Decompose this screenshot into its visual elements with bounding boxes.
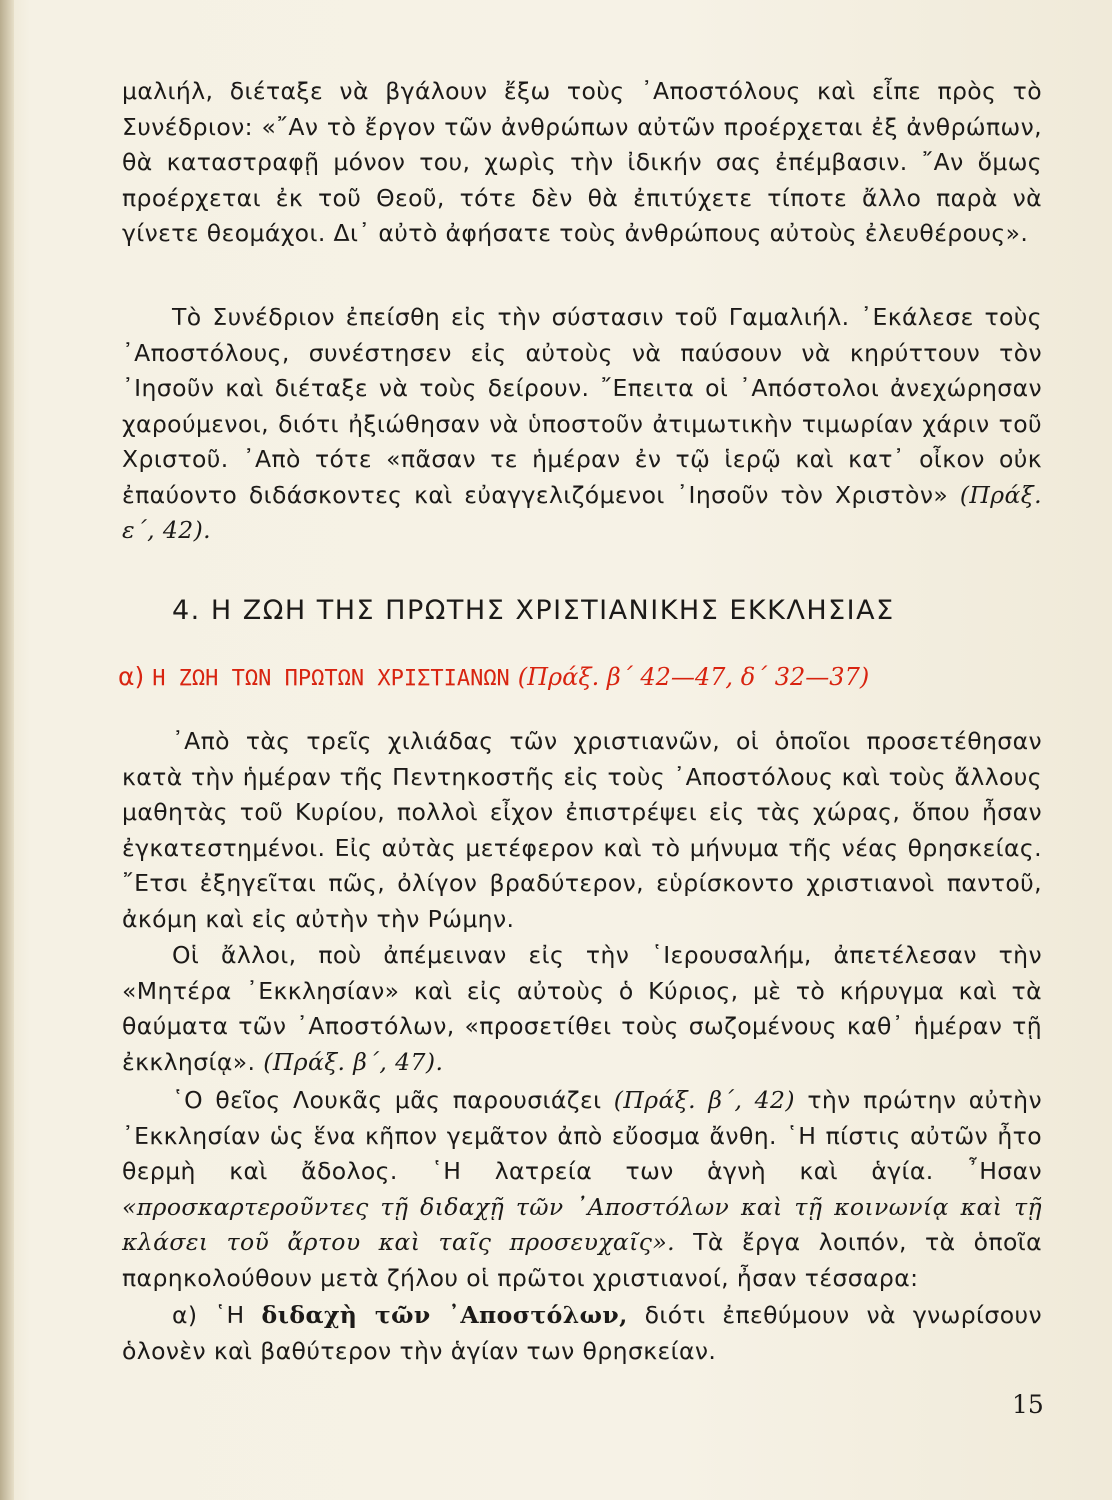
paragraph-three-thousand: ᾿Απὸ τὰς τρεῖς χιλιάδας τῶν χριστιανῶν, οἱ ὁποῖοι προσετέθησαν κατὰ τὴν ἡμέραν τῆς Πεντηκοστῆς εἰς τοὺς ᾿Αποστόλους καὶ τοὺς ἄλλους μαθητὰς τοῦ Κυρίου, πολλοὶ εἶχον ἐπιστρέψει εἰς τὰς χώρας, ὅπου ἦσαν ἐγκατεστημένοι. Εἰς αὐτὰς μετέφερον καὶ τὸ μήνυμα τῆς νέας θρησκείας. ῎Ετσι ἐξηγεῖται πῶς, ὀλίγον βραδύτερον, εὑρίσκοντο χριστιανοὶ παντοῦ, ἀκόμη καὶ εἰς αὐτὴν τὴν Ρώμην. — [122, 727, 1042, 933]
paragraph-sanhedrin-text: Τὸ Συνέδριον ἐπείσθη εἰς τὴν σύστασιν τοῦ Γαμαλιήλ. ᾿Εκάλεσε τοὺς ᾿Αποστόλους, συνέστησεν εἰς αὐτοὺς νὰ παύσουν νὰ κηρύττουν τὸν ᾿Ιησοῦν καὶ διέταξε νὰ τοὺς δείρουν. ῎Επειτα οἱ ᾿Απόστολοι ἀνεχώρησαν χαρούμενοι, διότι ἠξιώθησαν νὰ ὑποστοῦν ἀτιμωτικὴν τιμωρίαν χάριν τοῦ Χριστοῦ. ᾿Απὸ τότε «πᾶσαν τε ἡμέραν ἐν τῷ ἱερῷ καὶ κατ᾿ οἶκον οὐκ ἐπαύοντο διδάσκοντες καὶ εὐαγγελιζόμενοι ᾿Ιησοῦν τὸν Χριστὸν» — [122, 303, 1042, 509]
paragraph-luke-text-a: ῾Ο θεῖος Λουκᾶς μᾶς παρουσιάζει — [172, 1086, 602, 1114]
list-item-label: α) ῾Η — [172, 1301, 245, 1329]
subsection-reference: (Πράξ. β΄ 42—47, δ΄ 32—37) — [517, 663, 870, 691]
paragraph-sanhedrin-persuaded — [122, 300, 1042, 549]
subsection-title: Η ΖΩΗ ΤΩΝ ΠΡΩΤΩΝ ΧΡΙΣΤΙΑΝΩΝ — [152, 666, 510, 691]
scripture-quote: «προσκαρτεροῦντες τῇ διδαχῇ τῶν ᾿Αποστόλων καὶ τῇ κοινωνίᾳ καὶ τῇ κλάσει τοῦ ἄρτου καὶ ταῖς προσευχαῖς». — [122, 1192, 1042, 1256]
subsection-heading — [118, 662, 1038, 691]
paragraph-luke-text-b: τὴν πρώτην αὐτὴν ᾿Εκκλησίαν ὡς ἕνα κῆπον γεμᾶτον ἀπὸ εὔοσμα ἄνθη. ῾Η πίστις αὐτῶν ἦτο θερμὴ καὶ ἄδολος. ῾Η λατρεία των ἁγνὴ καὶ ἁγία. ῏Ησαν — [122, 1086, 1043, 1185]
section-heading: 4. Η ΖΩΗ ΤΗΣ ΠΡΩΤΗΣ ΧΡΙΣΤΙΑΝΙΚΗΣ ΕΚΚΛΗΣΙΑΣ — [172, 595, 895, 626]
citation-acts-5-42: (Πράξ. ε΄, 42). — [122, 480, 1042, 544]
citation-acts-2-47: (Πράξ. β΄, 47). — [263, 1047, 444, 1076]
paragraph-luke-text-c: Τὰ ἔργα λοιπόν, τὰ ὁποῖα παρηκολούθουν μετὰ ζήλου οἱ πρῶτοι χριστιανοί, ἦσαν τέσσαρα: — [122, 1228, 1042, 1292]
page-number: 15 — [1012, 1390, 1044, 1419]
subsection-label: α) — [118, 662, 145, 691]
page-gutter-shadow — [0, 0, 14, 1500]
list-item-bold-term: διδαχὴ τῶν ᾿Αποστόλων, — [261, 1301, 628, 1329]
paragraph-gamaliel-speech: μαλιήλ, διέταξε νὰ βγάλουν ἔξω τοὺς ᾿Αποστόλους καὶ εἶπε πρὸς τὸ Συνέδριον: «῎Αν τὸ ἔργον τῶν ἀνθρώπων αὐτῶν προέρχεται ἐξ ἀνθρώπων, θὰ καταστραφῇ μόνον του, χωρὶς τὴν ἰδικήν σας ἐπέμβασιν. ῎Αν ὅμως προέρχεται ἐκ τοῦ Θεοῦ, τότε δὲν θὰ ἐπιτύχετε τίποτε ἄλλο παρὰ νὰ γίνετε θεομάχοι. Δι᾿ αὐτὸ ἀφήσατε τοὺς ἀνθρώπους αὐτοὺς ἐλευθέρους». — [122, 77, 1042, 247]
list-item-teaching — [122, 1298, 1042, 1369]
paragraph-luke-presents — [122, 1083, 1042, 1296]
paragraph-mother-church — [122, 938, 1042, 1080]
citation-acts-2-42: (Πράξ. β΄, 42) — [613, 1086, 795, 1114]
list-item-text: διότι ἐπεθύμουν νὰ γνωρίσουν ὁλονὲν καὶ βαθύτερον τὴν ἁγίαν των θρησκείαν. — [122, 1301, 1042, 1365]
paragraph-mother-church-text: Οἱ ἄλλοι, ποὺ ἀπέμειναν εἰς τὴν ῾Ιερουσαλήμ, ἀπετέλεσαν τὴν «Μητέρα ᾿Εκκλησίαν» καὶ εἰς αὐτοὺς ὁ Κύριος, μὲ τὸ κήρυγμα καὶ τὰ θαύματα τῶν ᾿Αποστόλων, «προσετίθει τοὺς σωζομένους καθ᾿ ἡμέραν τῇ ἐκκλησίᾳ». — [122, 941, 1042, 1076]
